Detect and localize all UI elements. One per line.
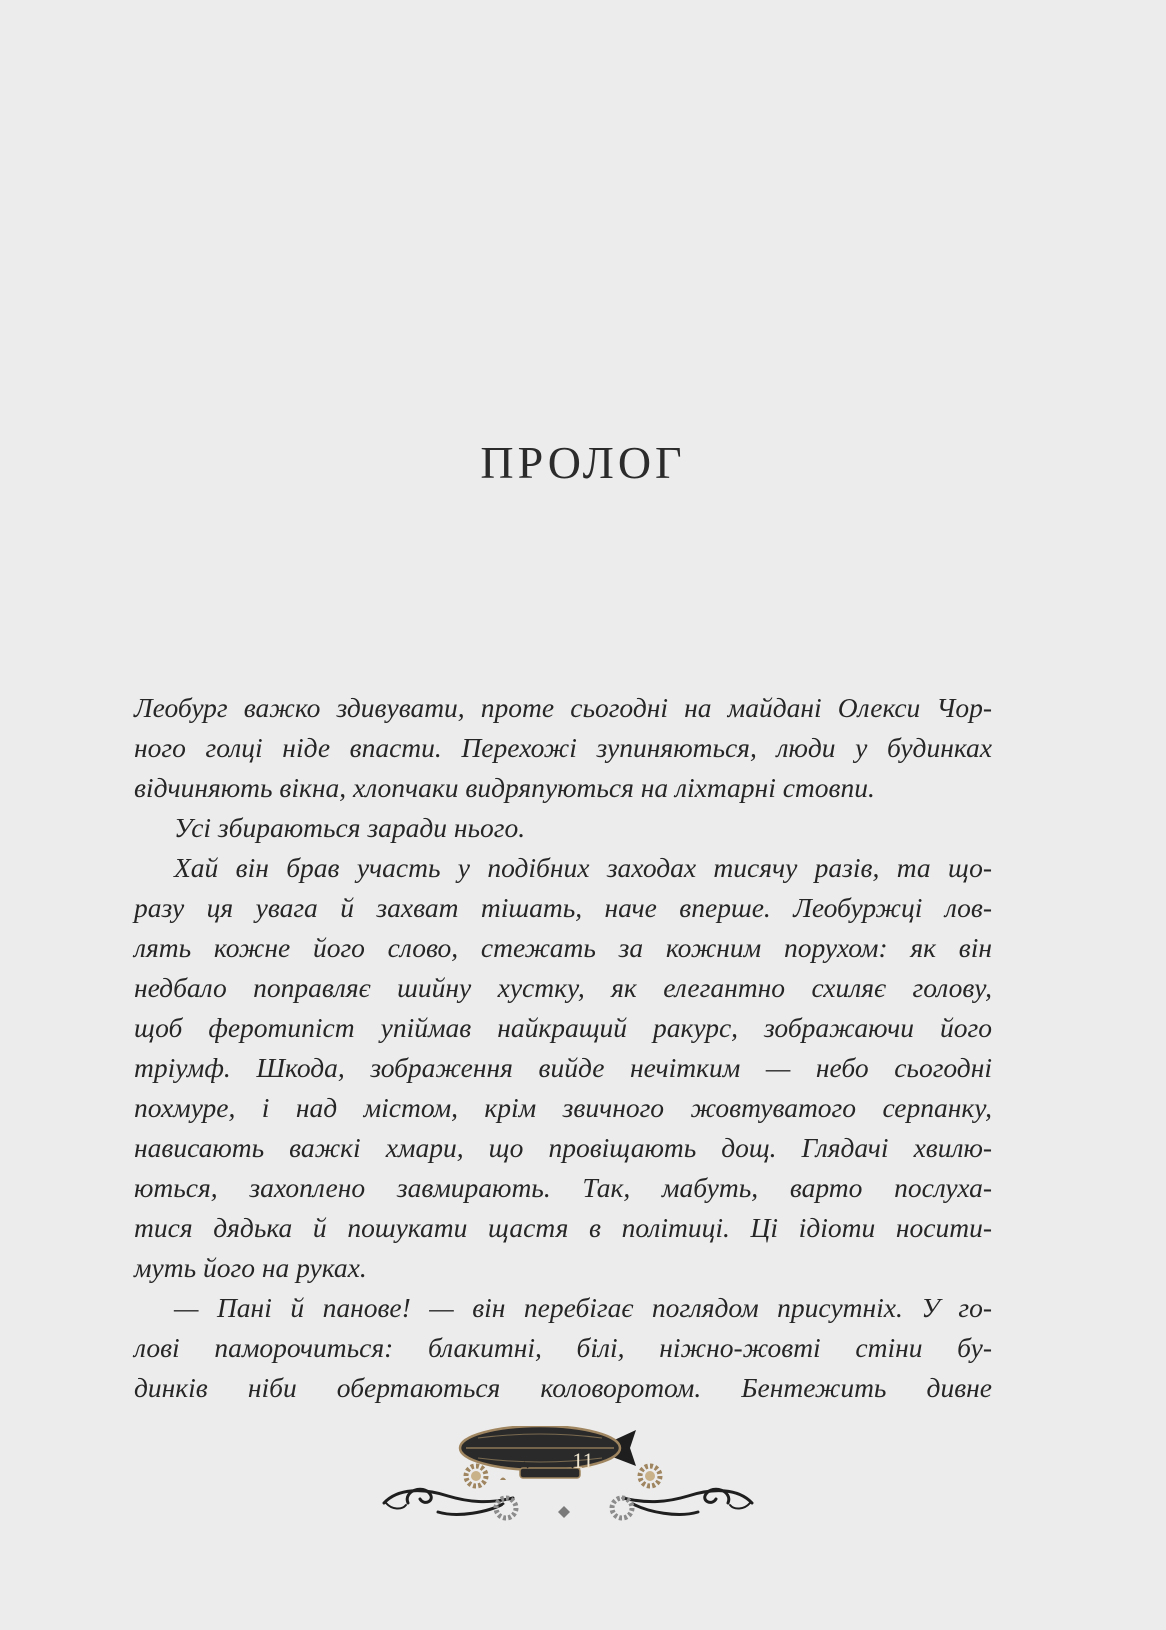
page-number: 11 [572,1448,594,1473]
text-line: щоб феротипіст упіймав найкращий ракурс, зображаючи його [134,1012,992,1043]
text-line: тися дядька й пошукати щастя в політиці. Ці ідіоти носити- [134,1212,992,1243]
text-line: муть його на руках. [134,1252,367,1283]
text-line: лять кожне його слово, стежать за кожним порухом: як він [134,932,992,963]
text-line: ного голці ніде впасти. Перехожі зупиняються, люди у будинках [134,732,992,763]
text-line: Хай він брав участь у подібних заходах тисячу разів, та що- [174,852,992,883]
chapter-body-text [134,688,992,1408]
text-line: лові паморочиться: блакитні, білі, ніжно-жовті стіни бу- [134,1332,992,1363]
text-line: похмуре, і над містом, крім звичного жовтуватого серпанку, [134,1092,992,1123]
text-line: Усі збираються заради нього. [174,812,526,843]
gear-icon [496,1498,516,1518]
text-line: недбало поправляє шийну хустку, як елегантно схиляє голову, [134,972,992,1003]
text-line: тріумф. Шкода, зображення вийде нечітким — небо сьогодні [134,1052,992,1083]
text-line: відчиняють вікна, хлопчаки видряпуються на ліхтарні стовпи. [134,772,875,803]
text-line: ються, захоплено завмирають. Так, мабуть, варто послуха- [134,1172,992,1203]
right-flourish-icon [623,1489,752,1514]
text-line: динків ніби обертаються коловоротом. Бентежить дивне [134,1372,992,1403]
text-line: Леобург важко здивувати, проте сьогодні на майдані Олекси Чор- [134,692,992,723]
gear-icon [612,1498,632,1518]
text-line: разу ця увага й захват тішать, наче вперше. Леобуржці лов- [134,892,992,923]
airship-ornament [378,1426,758,1546]
text-line: — Пані й панове! — він перебігає поглядом присутніх. У го- [174,1292,992,1323]
diamond-icon [558,1506,570,1518]
text-line: нависають важкі хмари, що провіщають дощ. Глядачі хвилю- [134,1132,992,1163]
chapter-title: ПРОЛОГ [480,437,686,488]
left-flourish-icon [384,1489,513,1514]
